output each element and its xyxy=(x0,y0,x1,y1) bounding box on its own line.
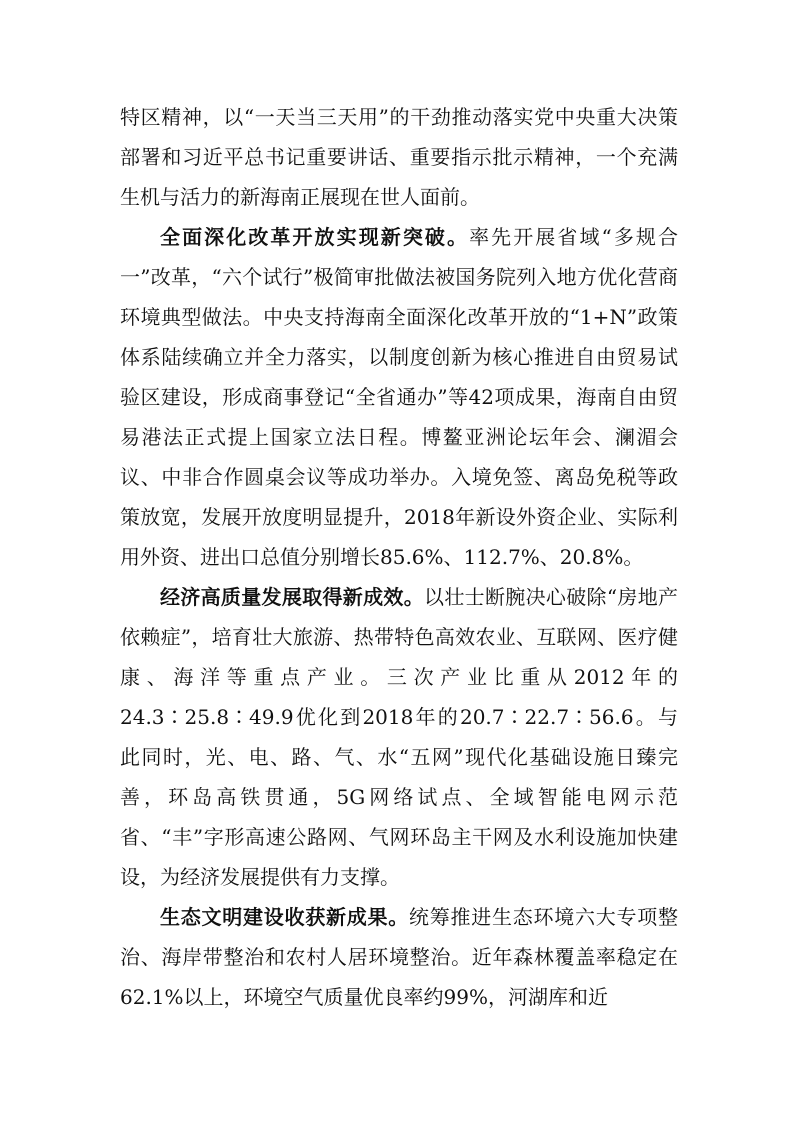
paragraph-text: 特区精神，以“一天当三天用”的干劲推动落实党中央重大决策部署和习近平总书记重要讲话、重要指示批示精神，一个充满生机与活力的新海南正展现在世人面前。 xyxy=(120,105,678,209)
paragraph-continuation xyxy=(120,97,678,217)
paragraph-heading: 生态文明建设收获新成果。 xyxy=(160,905,409,929)
document-body xyxy=(120,97,678,1017)
paragraph-economy xyxy=(120,577,678,897)
paragraph-heading: 全面深化改革开放实现新突破。 xyxy=(160,225,470,249)
paragraph-text: 统筹推进生态环境六大专项整治、海岸带整治和农村人居环境整治。近年森林覆盖率稳定在62.1%以上，环境空气质量优良率约99%，河湖库和近 xyxy=(120,905,678,1009)
paragraph-ecology xyxy=(120,897,678,1017)
paragraph-text: 以壮士断腕决心破除“房地产依赖症”，培育壮大旅游、热带特色高效农业、互联网、医疗健康、海洋等重点产业。三次产业比重从2012年的24.3∶25.8∶49.9优化到2018年的20.7∶22.7∶56.6。与此同时，光、电、路、气、水“五网”现代化基础设施日臻完善，环岛高铁贯通，5G网络试点、全域智能电网示范省、“丰”字形高速公路网、气网环岛主干网及水利设施加快建设，为经济发展提供有力支撑。 xyxy=(120,585,678,889)
paragraph-text: 率先开展省域“多规合一”改革，“六个试行”极简审批做法被国务院列入地方优化营商环境典型做法。中央支持海南全面深化改革开放的“1+N”政策体系陆续确立并全力落实，以制度创新为核心推进自由贸易试验区建设，形成商事登记“全省通办”等42项成果，海南自由贸易港法正式提上国家立法日程。博鳌亚洲论坛年会、澜湄会议、中非合作圆桌会议等成功举办。入境免签、离岛免税等政策放宽，发展开放度明显提升，2018年新设外资企业、实际利用外资、进出口总值分别增长85.6%、112.7%、20.8%。 xyxy=(120,225,678,569)
paragraph-reform-opening xyxy=(120,217,678,577)
paragraph-heading: 经济高质量发展取得新成效。 xyxy=(160,585,425,609)
